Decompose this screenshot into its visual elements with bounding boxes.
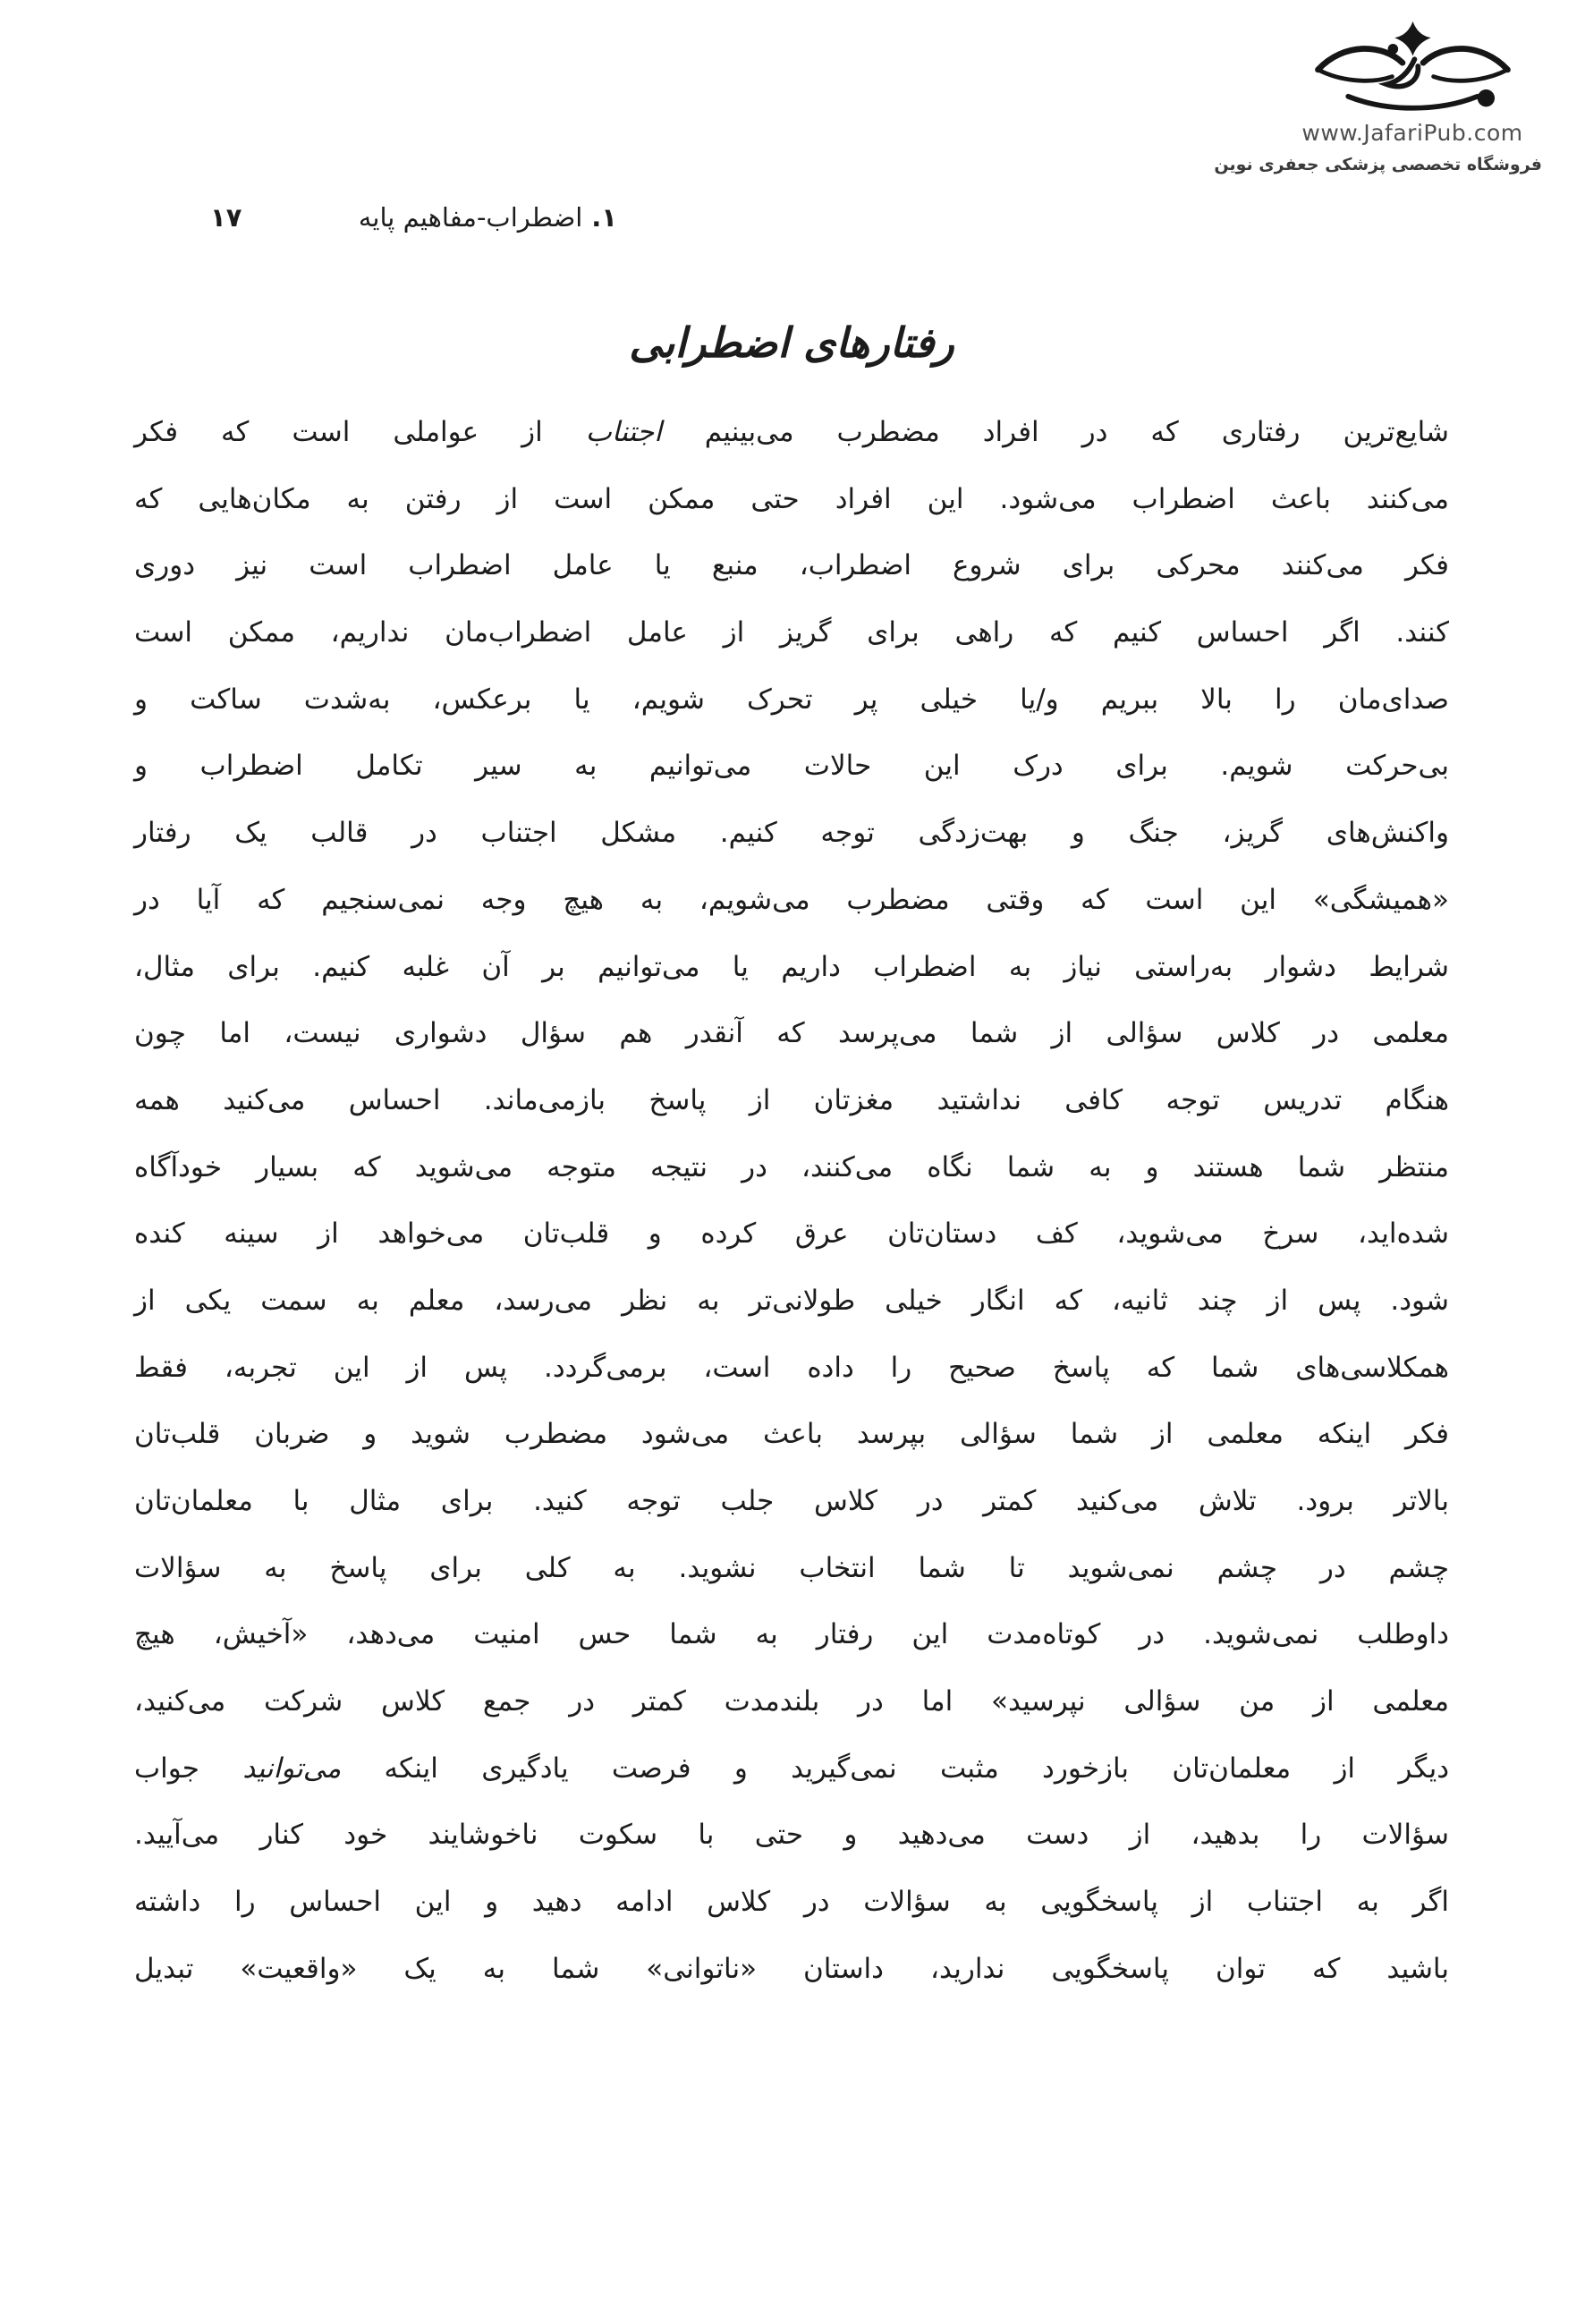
text-segment: «همیشگی» این است که وقتی مضطرب می‌شویم، به هیچ وجه نمی‌سنجیم که آیا در [134, 883, 1449, 916]
running-head [210, 202, 617, 233]
text-line [134, 800, 1449, 867]
text-segment: می‌کنند باعث اضطراب می‌شود. این افراد حتی ممکن است از رفتن به مکان‌هایی که [134, 482, 1449, 515]
text-line [134, 1668, 1449, 1735]
text-line [134, 934, 1449, 1001]
text-segment: چشم در چشم نمی‌شوید تا شما انتخاب نشوید. به کلی برای پاسخ به سؤالات [134, 1551, 1449, 1584]
publisher-logo [1214, 20, 1542, 174]
text-line [134, 666, 1449, 734]
text-segment: معلمی در کلاس سؤالی از شما می‌پرسد که آنقدر هم سؤال دشواری نیست، اما چون [134, 1017, 1449, 1050]
text-line [134, 1601, 1449, 1668]
text-segment: همکلاسی‌های شما که پاسخ صحیح را داده است، برمی‌گردد. پس از این تجربه، فقط [134, 1351, 1449, 1384]
text-segment: فکر می‌کنند محرکی برای شروع اضطراب، منبع یا عامل اضطراب است نیز دوری [134, 549, 1449, 582]
text-segment: باشید که توان پاسخگویی ندارید، داستان «ناتوانی» شما به یک «واقعیت» تبدیل [134, 1952, 1449, 1985]
text-line [134, 1468, 1449, 1535]
text-line [134, 733, 1449, 800]
publisher-calligraphy-icon [1308, 20, 1518, 115]
text-line [134, 1401, 1449, 1468]
text-line [134, 1802, 1449, 1869]
body-text [134, 399, 1449, 2003]
text-segment: هنگام تدریس توجه کافی نداشتید مغزتان از پاسخ بازمی‌ماند. احساس می‌کنید همه [134, 1083, 1449, 1116]
text-line [134, 532, 1449, 599]
text-segment: بالاتر برود. تلاش می‌کنید کمتر در کلاس جلب توجه کنید. برای مثال با معلمان‌تان [134, 1485, 1449, 1517]
chapter-number: ۱. [591, 202, 617, 233]
text-line [134, 1268, 1449, 1335]
chapter-heading [359, 202, 617, 233]
text-segment: جواب [134, 1751, 243, 1785]
chapter-title: اضطراب-مفاهیم پایه [358, 202, 583, 233]
text-line [134, 599, 1449, 666]
section-title: رفتارهای اضطرابی [629, 318, 954, 367]
text-line [134, 867, 1449, 934]
text-segment: اگر به اجتناب از پاسخگویی به سؤالات در کلاس ادامه دهید و این احساس را داشته [134, 1886, 1449, 1919]
text-line [134, 1200, 1449, 1268]
publisher-website: www.JafariPub.com [1301, 120, 1523, 146]
text-line [134, 1067, 1449, 1134]
text-line [134, 1535, 1449, 1602]
text-line [134, 1936, 1449, 2003]
text-segment: کنند. اگر احساس کنیم که راهی برای گریز از عامل اضطراب‌مان نداریم، ممکن است [134, 616, 1449, 649]
text-line [134, 1000, 1449, 1067]
text-segment: داوطلب نمی‌شوید. در کوتاه‌مدت این رفتار به شما حس امنیت می‌دهد، «آخیش، هیچ [134, 1618, 1449, 1651]
text-line [134, 466, 1449, 533]
text-line [134, 1869, 1449, 1936]
text-line [134, 399, 1449, 466]
emphasized-word: می‌توانید [242, 1751, 342, 1785]
text-segment: دیگر از معلمان‌تان بازخورد مثبت نمی‌گیرید و فرصت یادگیری اینکه [341, 1751, 1450, 1785]
text-segment: صدای‌مان را بالا ببریم و/یا خیلی پر تحرک شویم، یا برعکس، به‌شدت ساکت و [134, 683, 1449, 716]
text-segment: فکر اینکه معلمی از شما سؤالی بپرسد باعث می‌شود مضطرب شوید و ضربان قلب‌تان [134, 1418, 1449, 1451]
text-segment: منتظر شما هستند و به شما نگاه می‌کنند، در نتیجه متوجه می‌شوید که بسیار خودآگاه [134, 1150, 1449, 1183]
text-segment: شود. پس از چند ثانیه، که انگار خیلی طولانی‌تر به نظر می‌رسد، معلم به سمت یکی از [134, 1284, 1449, 1317]
text-line [134, 1335, 1449, 1402]
text-line [134, 1134, 1449, 1201]
text-segment: شرایط دشوار به‌راستی نیاز به اضطراب داریم یا می‌توانیم بر آن غلبه کنیم. برای مثال، [134, 950, 1449, 983]
text-segment: معلمی از من سؤالی نپرسید» اما در بلندمدت کمتر در جمع کلاس شرکت می‌کنید، [134, 1685, 1449, 1718]
text-line [134, 1735, 1449, 1802]
text-segment: از عواملی است که فکر [134, 416, 586, 448]
text-segment: شده‌اید، سرخ می‌شوید، کف دستان‌تان عرق کرده و قلب‌تان می‌خواهد از سینه کنده [134, 1217, 1449, 1251]
publisher-tagline: فروشگاه تخصصی پزشکی جعفری نوین [1214, 155, 1542, 174]
page-number: ۱۷ [210, 202, 242, 233]
text-segment: بی‌حرکت شویم. برای درک این حالات می‌توانیم به سیر تکامل اضطراب و [134, 750, 1449, 783]
emphasized-word: اجتناب [585, 416, 662, 448]
text-segment: واکنش‌های گریز، جنگ و بهت‌زدگی توجه کنیم. مشکل اجتناب در قالب یک رفتار [134, 817, 1449, 850]
text-segment: شایع‌ترین رفتاری که در افراد مضطرب می‌بینیم [661, 416, 1449, 448]
text-segment: سؤالات را بدهید، از دست می‌دهید و حتی با سکوت ناخوشایند خود کنار می‌آیید. [134, 1819, 1449, 1852]
